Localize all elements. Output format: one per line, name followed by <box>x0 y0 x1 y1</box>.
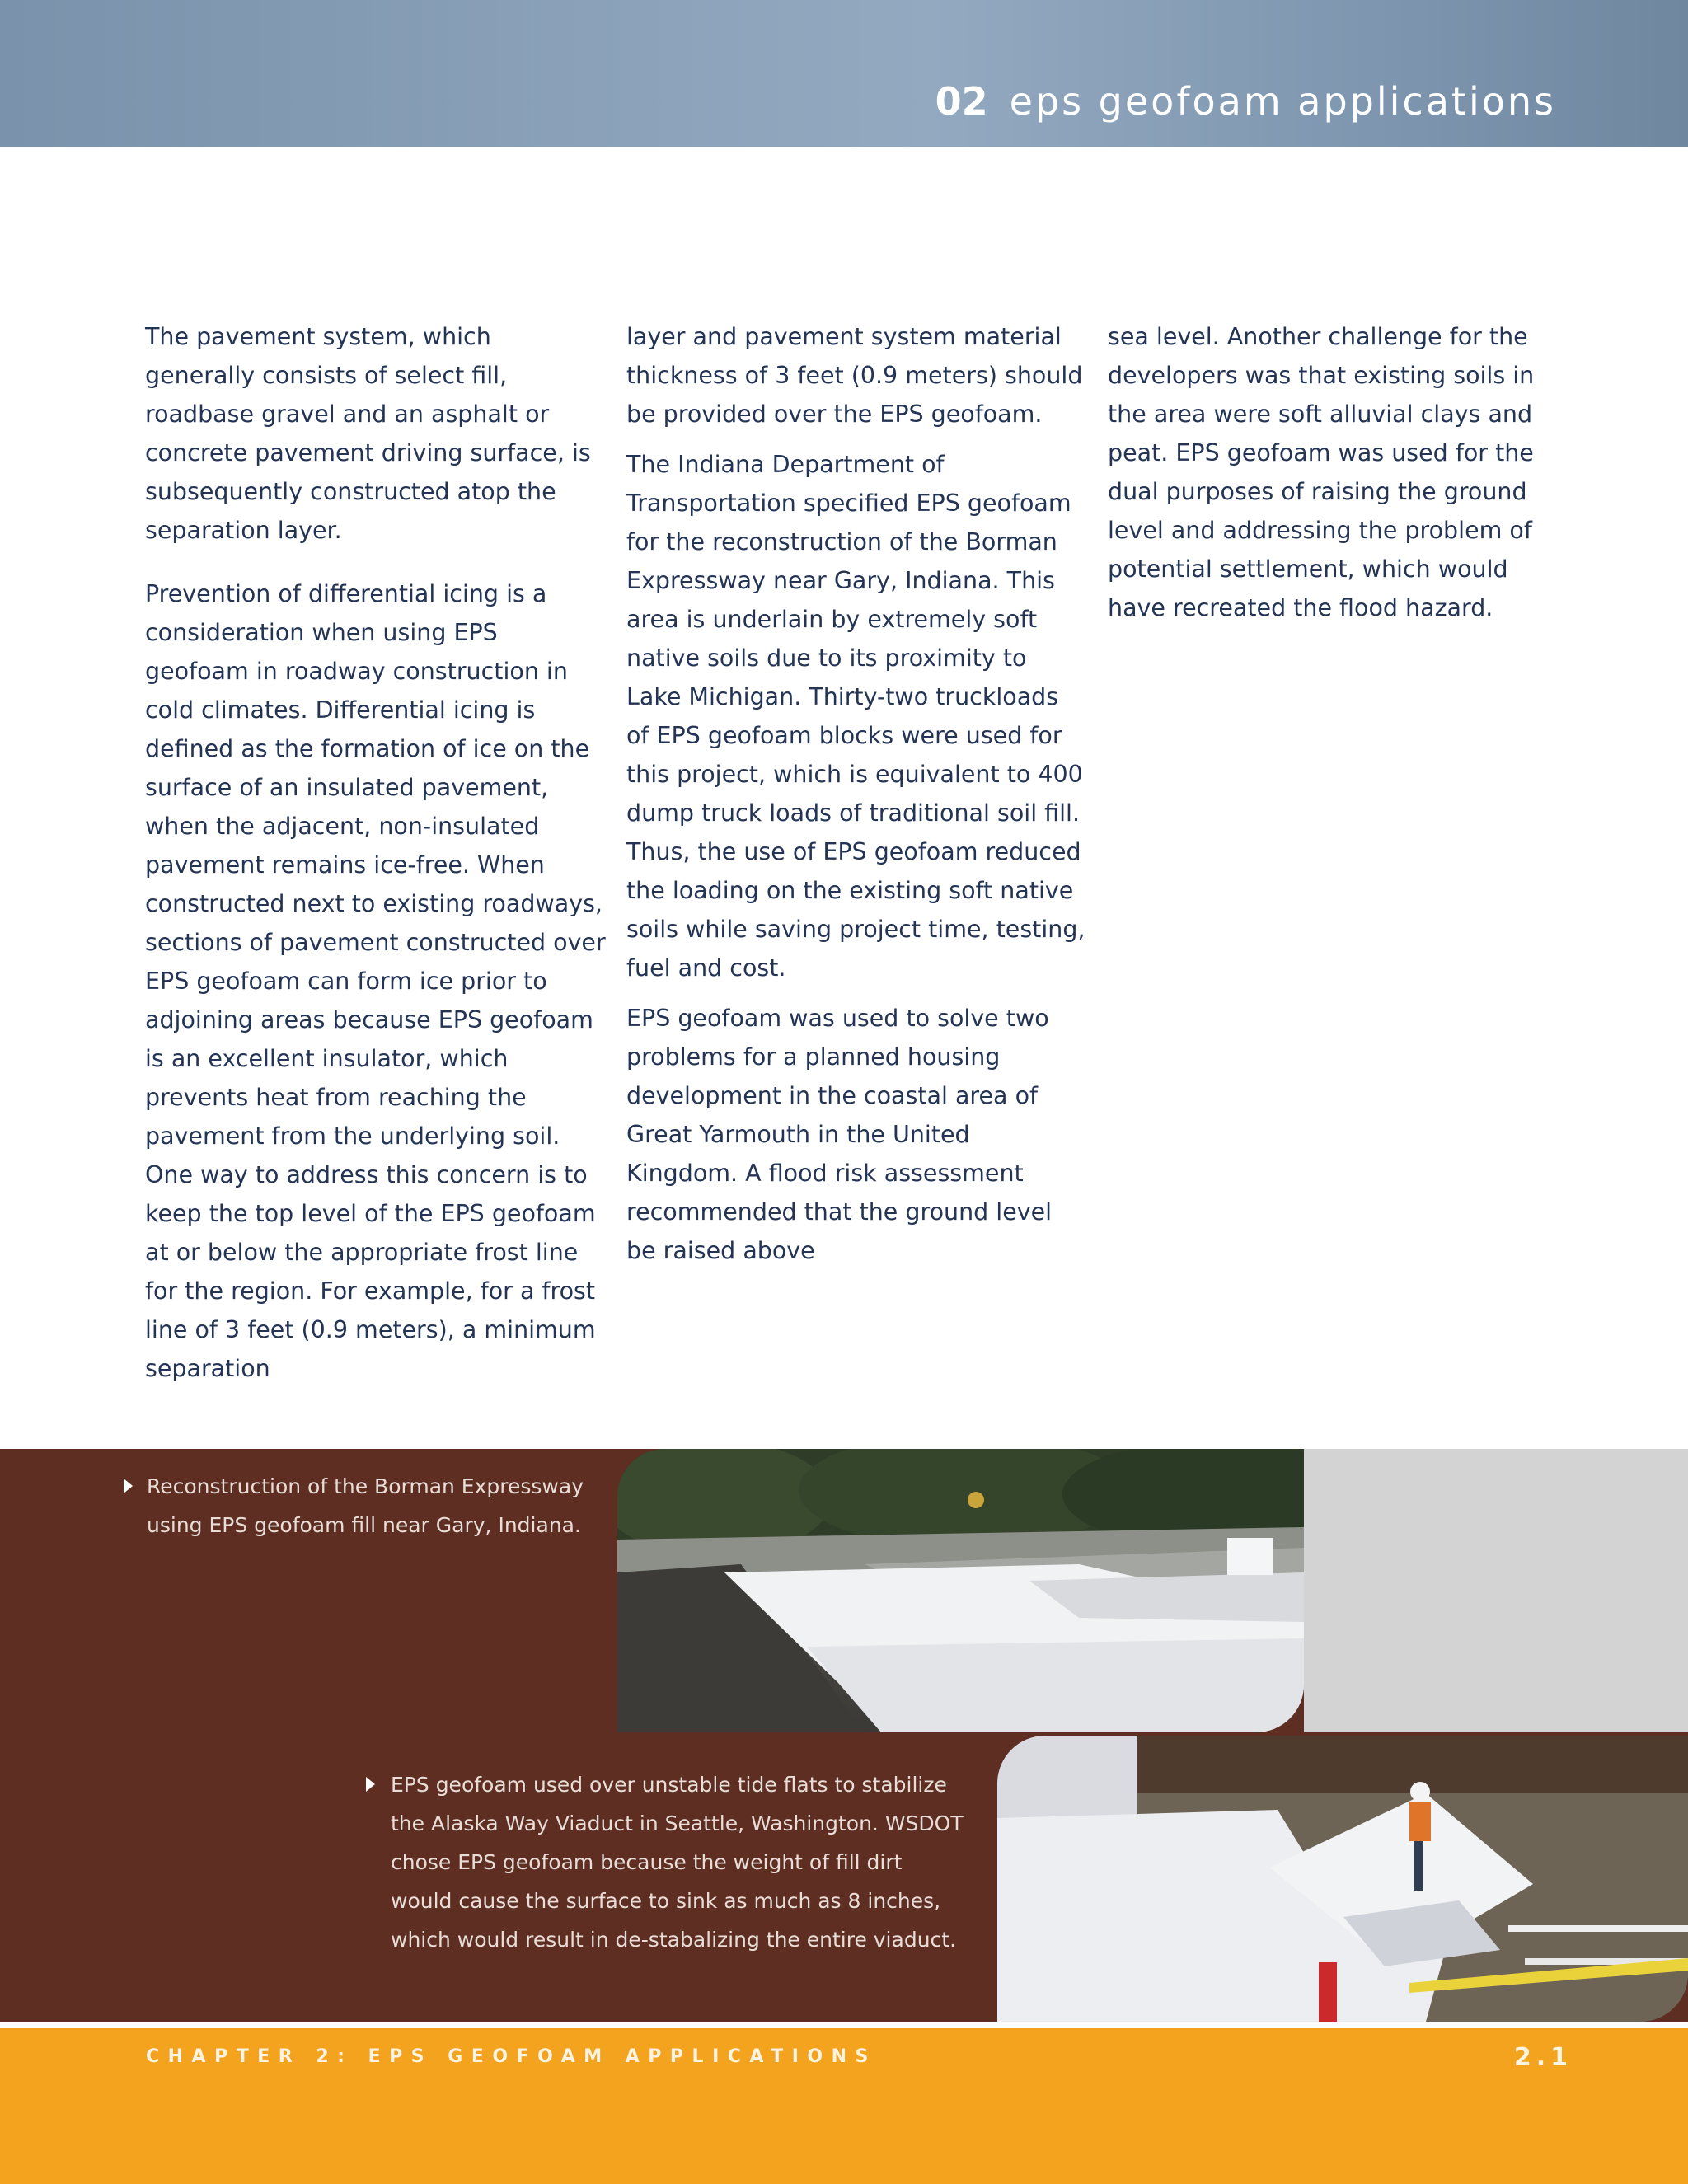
photo-borman-expressway-illustration <box>617 1449 1304 1732</box>
caption-arrow-icon <box>124 1479 133 1493</box>
gray-panel <box>1304 1449 1688 1732</box>
footer-chapter-label: CHAPTER 2: EPS GEOFOAM APPLICATIONS <box>146 2046 877 2067</box>
chapter-header-band <box>0 0 1688 147</box>
text-column-1 <box>145 317 607 1399</box>
text-column-2 <box>626 317 1088 1282</box>
chapter-title <box>935 79 1556 124</box>
paragraph: EPS geofoam was used to solve two problems for a planned housing development in the coastal area of Great Yarmouth in the United Kingdom. A flood risk assessment recommended that the ground level be raised above <box>626 1005 1053 1264</box>
paragraph: layer and pavement system material thickness of 3 feet (0.9 meters) should be provided over the EPS geofoam. <box>626 323 1083 428</box>
chapter-number: 02 <box>935 79 988 124</box>
photo-caption-borman: Reconstruction of the Borman Expressway using EPS geofoam fill near Gary, Indiana. <box>147 1474 584 1537</box>
photo-alaska-way-viaduct <box>997 1736 1688 2022</box>
caption-arrow-icon <box>366 1777 375 1792</box>
paragraph: The pavement system, which generally consists of select fill, roadbase gravel and an asphalt or concrete pavement driving surface, is subsequently constructed atop the separation layer. <box>145 323 591 544</box>
photo-borman-expressway <box>617 1449 1304 1732</box>
paragraph: The Indiana Department of Transportation specified EPS geofoam for the reconstruction of the Borman Expressway near Gary, Indiana. This area is underlain by extremely soft native soils due to its proximity to Lake Michigan. Thirty-two truckloads of EPS geofoam blocks were used for this project, which is equivalent to 400 dump truck loads of traditional soil fill. Thus, the use of EPS geofoam reduced the loading on the existing soft native soils while saving project time, testing, fuel and cost. <box>626 451 1085 982</box>
paragraph: Prevention of differential icing is a consideration when using EPS geofoam in roadway construction in cold climates. Differential icing is defined as the formation of ice on the surface of an insulated pavement, when the adjacent, non-insulated pavement remains ice-free. When constructed next to existing roadways, sections of pavement constructed over EPS geofoam can form ice prior to adjoining areas because EPS geofoam is an excellent insulator, which prevents heat from reaching the pavement from the underlying soil. One way to address this concern is to keep the top level of the EPS geofoam at or below the appropriate frost line for the region. For example, for a frost line of 3 feet (0.9 meters), a minimum separation <box>145 580 606 1382</box>
page-number: 2.1 <box>1513 2043 1573 2072</box>
chapter-title-text: eps geofoam applications <box>1009 79 1556 124</box>
footer-divider <box>0 2022 1688 2028</box>
photo-caption-alaska-way: EPS geofoam used over unstable tide flats to stabilize the Alaska Way Viaduct in Seattle, Washington. WSDOT chose EPS geofoam because the weight of fill dirt would cause the surface to sink as much as 8 inches, which would result in de-stabalizing the entire viaduct. <box>391 1773 964 1952</box>
text-column-3 <box>1108 317 1569 639</box>
paragraph: sea level. Another challenge for the developers was that existing soils in the area were soft alluvial clays and peat. EPS geofoam was used for the dual purposes of raising the ground level and addressing the problem of potential settlement, which would have recreated the flood hazard. <box>1108 323 1535 621</box>
footer-band <box>0 2028 1688 2184</box>
photo-alaska-way-viaduct-illustration <box>997 1736 1688 2022</box>
